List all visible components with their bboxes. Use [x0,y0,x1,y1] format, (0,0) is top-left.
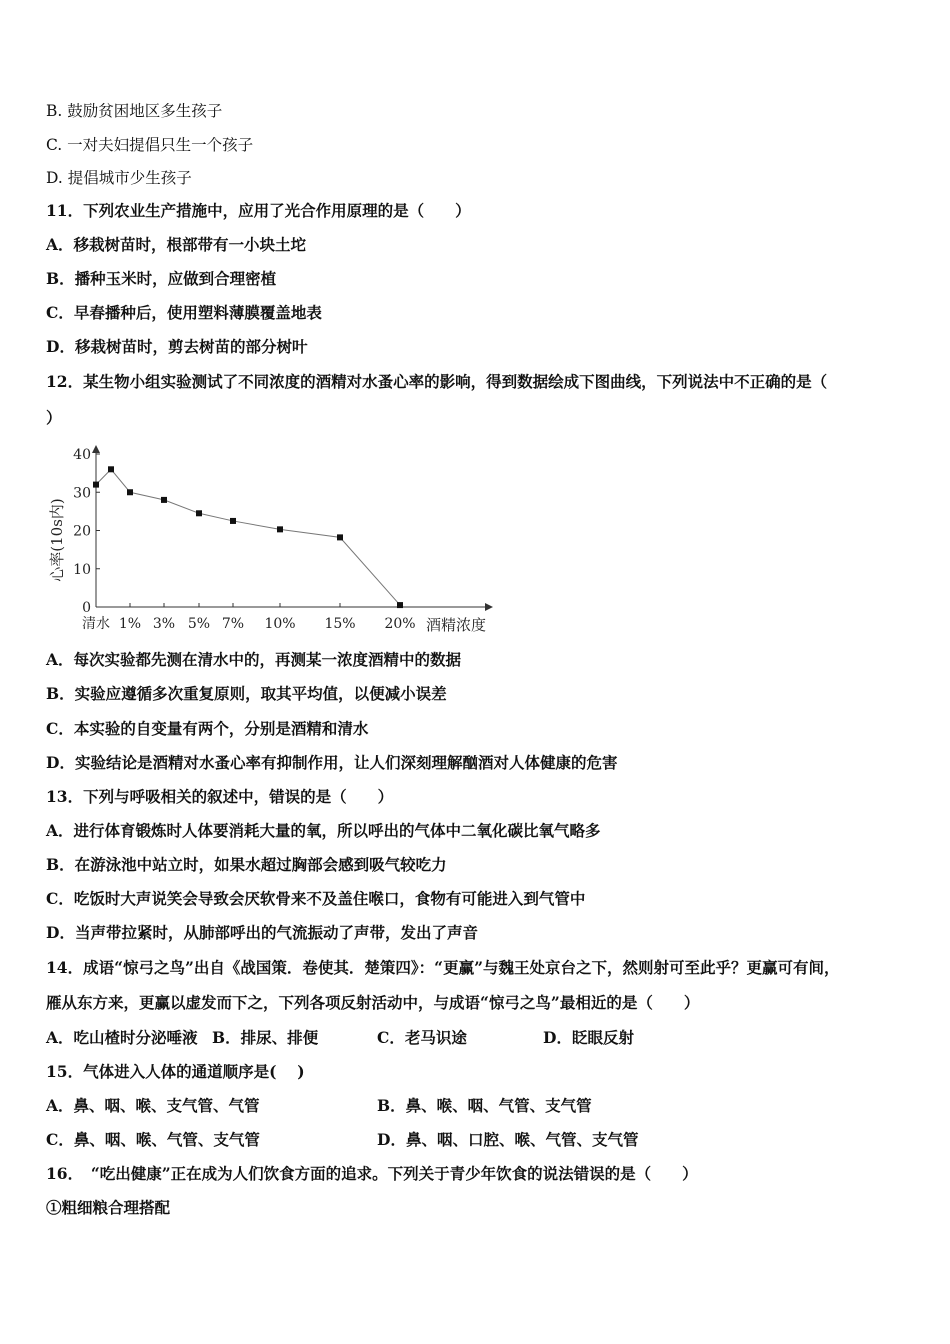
q16-item-1: ①粗细粮合理搭配 [46,1198,171,1217]
question-14-continuation: 雁从东方来，更赢以虚发而下之，下列各项反射活动中，与成语“惊弓之鸟”最相近的是（ ） [46,993,700,1012]
x-tick-label: 清水 [82,616,110,632]
q12-option-a: A．每次实验都先测在清水中的，再测某一浓度酒精中的数据 [46,650,462,669]
option-b-prev: B. 鼓励贫困地区多生孩子 [46,102,223,120]
x-tick-label: 10% [264,616,296,632]
data-point [230,518,236,524]
x-tick-label: 7% [221,616,245,632]
data-point [161,497,167,503]
x-tick-label: 1% [118,616,142,632]
x-axis-arrow [485,603,493,611]
question-16: 16． “吃出健康”正在成为人们饮食方面的追求。下列关于青少年饮食的说法错误的是（ ） [46,1164,698,1183]
y-tick-label: 0 [82,600,91,616]
question-11: 11．下列农业生产措施中，应用了光合作用原理的是（ ） [46,201,471,220]
q14-option-b: B．排尿、排便 [212,1028,319,1047]
question-13: 13．下列与呼吸相关的叙述中，错误的是（ ） [46,787,394,806]
q14-option-d: D．眨眼反射 [543,1028,634,1047]
x-tick-label: 15% [324,616,356,632]
q12-option-b: B．实验应遵循多次重复原则，取其平均值，以便减小误差 [46,684,447,703]
q12-option-d: D．实验结论是酒精对水蚤心率有抑制作用，让人们深刻理解酗酒对人体健康的危害 [46,753,618,772]
q12-option-c: C．本实验的自变量有两个，分别是酒精和清水 [46,719,369,738]
y-axis-label: 心率(10s内) [48,498,66,582]
q11-option-a: A．移栽树苗时，根部带有一小块土坨 [46,235,307,254]
q11-option-b: B．播种玉米时，应做到合理密植 [46,269,277,288]
q13-option-c: C．吃饭时大声说笑会导致会厌软骨来不及盖住喉口，食物有可能进入到气管中 [46,889,586,908]
chart-axes [73,445,493,632]
heart-rate-chart [40,440,510,640]
y-axis-arrow [92,445,100,453]
q11-option-d: D．移栽树苗时，剪去树苗的部分树叶 [46,337,308,356]
question-12: 12．某生物小组实验测试了不同浓度的酒精对水蚤心率的影响，得到数据绘成下图曲线，下列说法中不正确的是（ [46,372,828,391]
q13-option-b: B．在游泳池中站立时，如果水超过胸部会感到吸气较吃力 [46,855,447,874]
series-line [96,469,400,605]
q14-option-a: A．吃山楂时分泌唾液 [46,1028,198,1047]
q15-option-a: A．鼻、咽、喉、支气管、气管 [46,1096,260,1115]
q14-option-c: C．老马识途 [377,1028,467,1047]
option-d-prev: D. 提倡城市少生孩子 [46,169,192,187]
q15-option-d: D．鼻、咽、口腔、喉、气管、支气管 [377,1130,639,1149]
y-tick-label: 20 [73,523,91,540]
q13-option-a: A．进行体育锻炼时人体要消耗大量的氧，所以呼出的气体中二氧化碳比氧气略多 [46,821,601,840]
q15-option-c: C．鼻、咽、喉、气管、支气管 [46,1130,260,1149]
x-tick-label: 20% [384,616,416,632]
x-tick-label: 5% [187,616,211,632]
question-15: 15．气体进入人体的通道顺序是( ) [46,1062,305,1081]
question-14: 14．成语“惊弓之鸟”出自《战国策．卷使其．楚策四》：“更赢”与魏王处京台之下，然则射可至此乎？更赢可有间， [46,958,840,977]
chart-series [93,466,403,608]
data-point [196,510,202,516]
q15-option-b: B．鼻、喉、咽、气管、支气管 [377,1096,592,1115]
data-point [337,534,343,540]
data-point [277,526,283,532]
y-tick-label: 10 [73,561,91,578]
x-axis-label: 酒精浓度 [426,616,487,634]
y-tick-label: 30 [73,485,91,502]
y-tick-label: 40 [73,447,91,463]
data-point [127,489,133,495]
q11-option-c: C．早春播种后，使用塑料薄膜覆盖地表 [46,303,322,322]
data-point [108,466,114,472]
data-point [93,482,99,488]
x-tick-label: 3% [152,616,176,632]
q13-option-d: D．当声带拉紧时，从肺部呼出的气流振动了声带，发出了声音 [46,923,478,942]
option-c-prev: C. 一对夫妇提倡只生一个孩子 [46,136,254,154]
question-12-continuation: ） [46,408,62,427]
data-point [397,602,403,608]
